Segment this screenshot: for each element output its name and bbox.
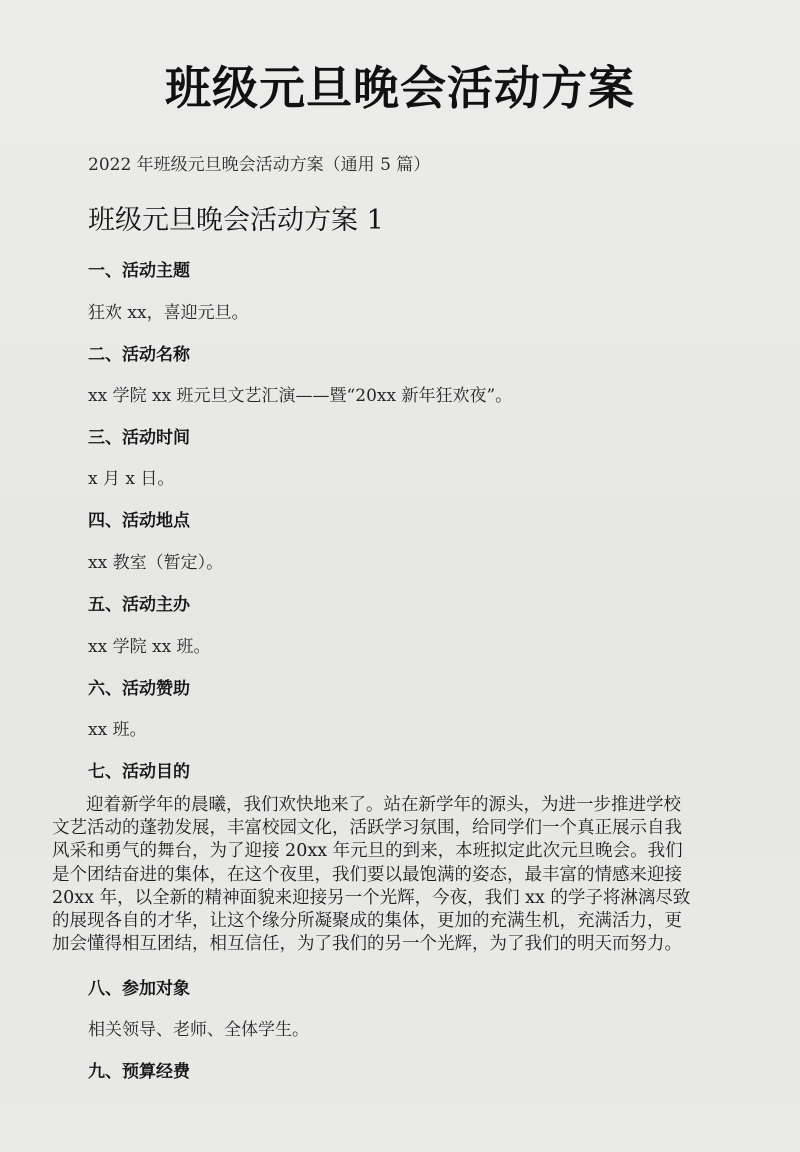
section-heading-location: 四、活动地点	[88, 511, 190, 531]
section-heading-sponsor: 六、活动赞助	[88, 679, 190, 699]
section-heading-name: 二、活动名称	[88, 345, 190, 365]
section-body-location: xx 教室（暂定）。	[88, 553, 224, 573]
document-title: 班级元旦晚会活动方案	[165, 61, 635, 115]
section-body-purpose	[52, 794, 764, 956]
section-body-time: x 月 x 日。	[88, 469, 175, 489]
paragraph-line: 的展现各自的才华，让这个缘分所凝聚成的集体，更加的充满生机，充满活力，更	[52, 911, 682, 932]
section-body-sponsor: xx 班。	[88, 720, 147, 740]
paragraph-line: 迎着新学年的晨曦，我们欢快地来了。站在新学年的源头，为进一步推进学校	[86, 795, 681, 815]
section-heading-participants: 八、参加对象	[88, 979, 190, 999]
paragraph-line: 是个团结奋进的集体，在这个夜里，我们要以最饱满的姿态，最丰富的情感来迎接	[52, 864, 682, 885]
paragraph-line: 文艺活动的蓬勃发展，丰富校园文化，活跃学习氛围，给同学们一个真正展示自我	[52, 818, 682, 839]
section-body-theme: 狂欢 xx，喜迎元旦。	[88, 303, 249, 323]
paragraph-line: 加会懂得相互团结，相互信任，为了我们的另一个光辉，为了我们的明天而努力。	[52, 934, 682, 955]
section-heading-organizer: 五、活动主办	[88, 595, 190, 615]
section-heading-time: 三、活动时间	[88, 428, 190, 448]
section-heading-purpose: 七、活动目的	[88, 762, 190, 782]
section-body-organizer: xx 学院 xx 班。	[88, 637, 211, 657]
section-heading-budget: 九、预算经费	[88, 1062, 190, 1082]
paragraph-line: 20xx 年，以全新的精神面貌来迎接另一个光辉，今夜，我们 xx 的学子将淋漓尽致	[52, 887, 691, 908]
section-body-name: xx 学院 xx 班元旦文艺汇演——暨“20xx 新年狂欢夜”。	[88, 386, 513, 406]
plan-title: 班级元旦晚会活动方案 1	[88, 205, 384, 236]
section-body-participants: 相关领导、老师、全体学生。	[88, 1020, 309, 1040]
section-heading-theme: 一、活动主题	[88, 261, 190, 281]
paragraph-line: 风采和勇气的舞台，为了迎接 20xx 年元旦的到来，本班拟定此次元旦晚会。我们	[52, 841, 683, 862]
document-subtitle: 2022 年班级元旦晚会活动方案（通用 5 篇）	[88, 155, 431, 175]
